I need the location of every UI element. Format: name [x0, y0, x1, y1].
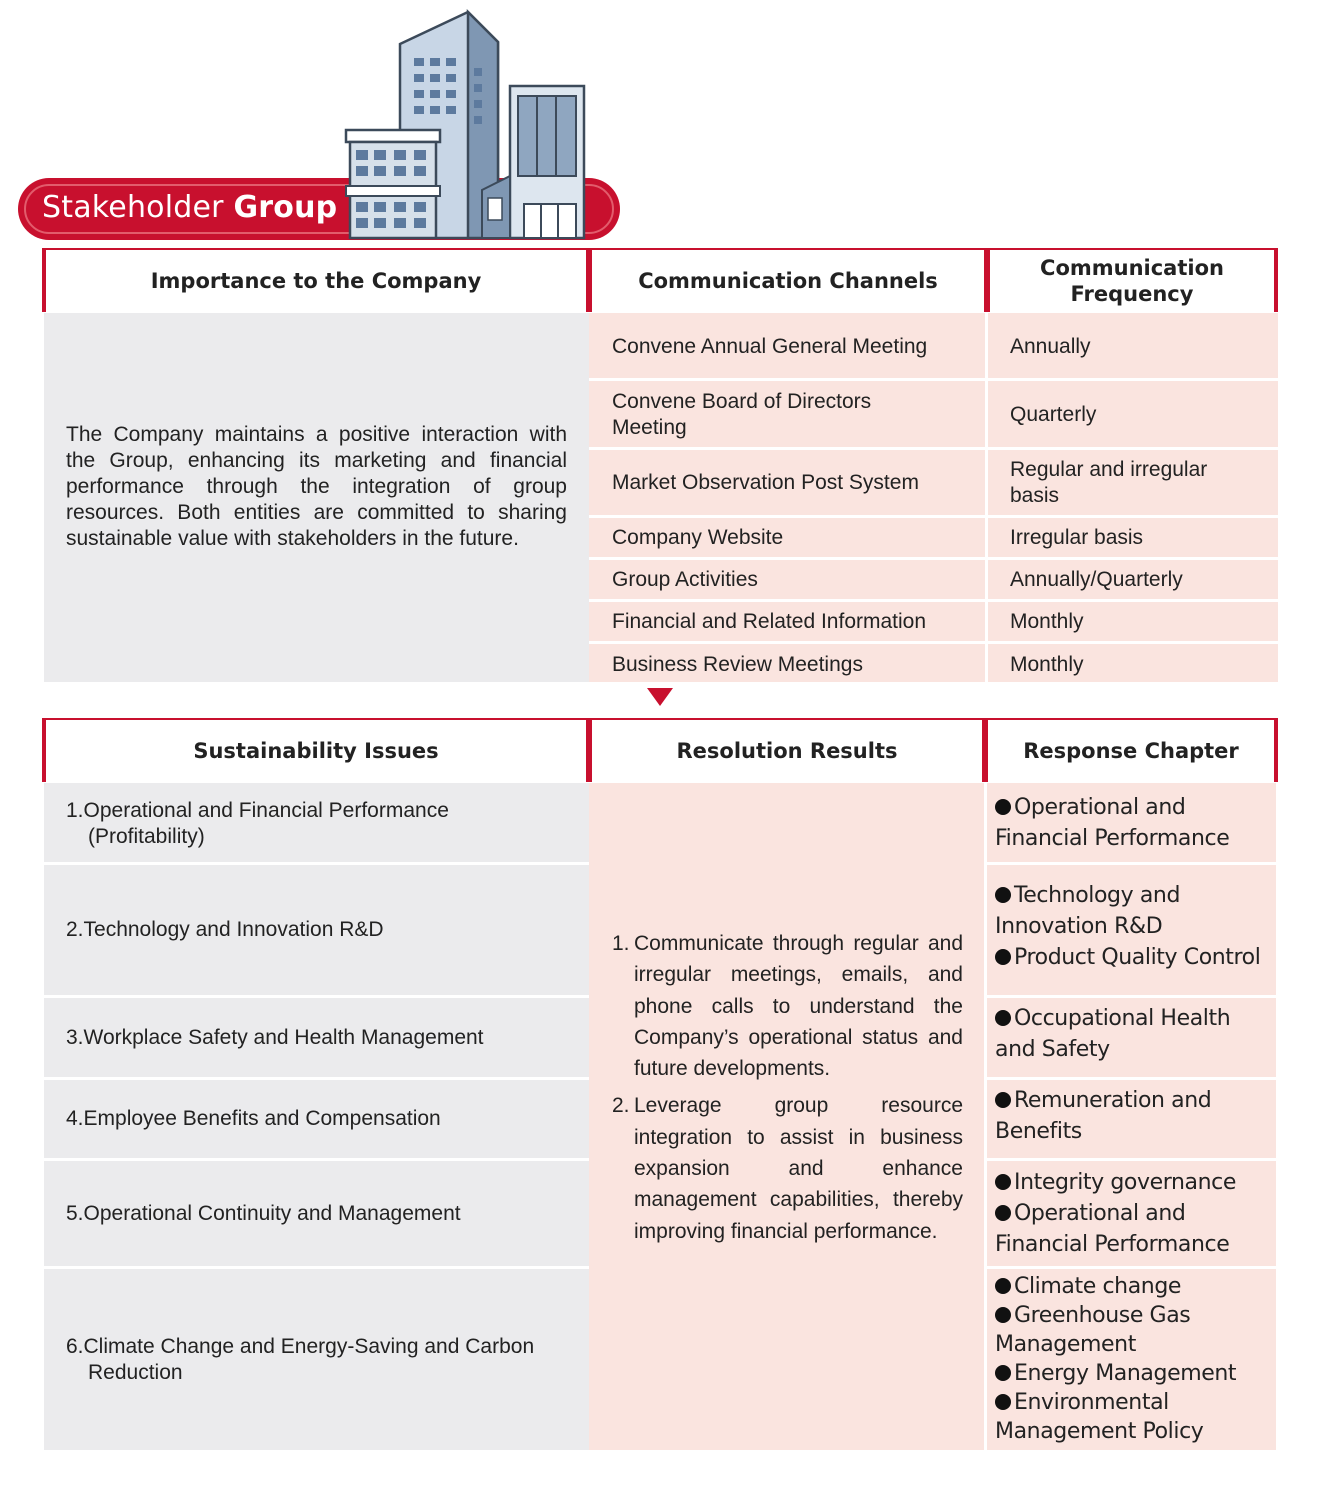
bullet-icon — [995, 1394, 1011, 1410]
bullet-icon — [995, 1010, 1011, 1026]
channel-row-5: Group Activities — [612, 568, 758, 591]
channel-row-7: Business Review Meetings — [612, 653, 863, 676]
channel-row-3: Market Observation Post System — [612, 471, 919, 494]
bullet-icon — [995, 1092, 1011, 1108]
issue-1: 1.Operational and Financial Performance (Profitability) — [66, 798, 449, 848]
bullet-icon — [995, 1278, 1011, 1294]
bullet-icon — [995, 1174, 1011, 1190]
down-arrow-icon — [647, 688, 673, 706]
issue-2: 2.Technology and Innovation R&D — [66, 918, 384, 941]
channel-row-2: Convene Board of Directors Meeting — [612, 390, 872, 439]
frequency-row-6: Monthly — [1010, 610, 1084, 633]
bullet-icon — [995, 1307, 1011, 1323]
issue-6: 6.Climate Change and Energy-Saving and Carbon Reduction — [66, 1334, 535, 1384]
header-frequency: Communication Frequency — [986, 248, 1278, 312]
issue-4: 4.Employee Benefits and Compensation — [66, 1107, 441, 1130]
issue-5: 5.Operational Continuity and Management — [66, 1201, 461, 1225]
frequency-row-7: Monthly — [1010, 653, 1084, 676]
bullet-icon — [995, 887, 1011, 903]
header-channels: Communication Channels — [588, 248, 988, 312]
response-1: Operational and Financial Performance — [995, 795, 1230, 851]
header-issues: Sustainability Issues — [42, 718, 590, 782]
channel-row-6: Financial and Related Information — [612, 610, 927, 633]
issue-3: 3.Workplace Safety and Health Management — [66, 1025, 484, 1049]
response-3: Occupational Health and Safety — [995, 1006, 1231, 1062]
channel-row-1: Convene Annual General Meeting — [612, 334, 928, 358]
importance-text: The Company maintains a positive interaction with the Group, enhancing its marketing and financial performance through the integration of group resources. Both entities are committed to sharing sustainable value with stakeholders in the future. — [66, 423, 567, 550]
resolution-text — [612, 928, 963, 1247]
response-6: Climate change Greenhouse Gas Management Energy Management Environmental Management Policy — [995, 1274, 1237, 1444]
header-importance: Importance to the Company — [42, 248, 590, 312]
bullet-icon — [995, 1365, 1011, 1381]
frequency-row-3: Regular and irregular basis — [1010, 458, 1208, 507]
frequency-row-5: Annually/Quarterly — [1010, 568, 1183, 591]
bullet-icon — [995, 1205, 1011, 1221]
response-5: Integrity governance Operational and Financial Performance — [995, 1170, 1236, 1257]
resolution-item-2: 2. Leverage group resource integration to assist in business expansion and enhance management capabilities, thereby improving financial performance. — [612, 1094, 963, 1243]
frequency-row-2: Quarterly — [1010, 403, 1097, 426]
bullet-icon — [995, 799, 1011, 815]
resolution-item-1: 1. Communicate through regular and irregular meetings, emails, and phone calls to understand the Company’s operational status and future developments. — [612, 932, 963, 1081]
frequency-row-1: Annually — [1010, 334, 1091, 358]
banner-title: Stakeholder Group — [42, 190, 338, 225]
header-response: Response Chapter — [984, 718, 1278, 782]
channel-row-4: Company Website — [612, 526, 784, 549]
bullet-icon — [995, 949, 1011, 965]
building-illustration — [338, 8, 598, 240]
response-2: Technology and Innovation R&D Product Quality Control — [995, 883, 1261, 970]
frequency-row-4: Irregular basis — [1010, 526, 1144, 549]
header-resolution: Resolution Results — [588, 718, 986, 782]
response-4: Remuneration and Benefits — [995, 1088, 1212, 1144]
